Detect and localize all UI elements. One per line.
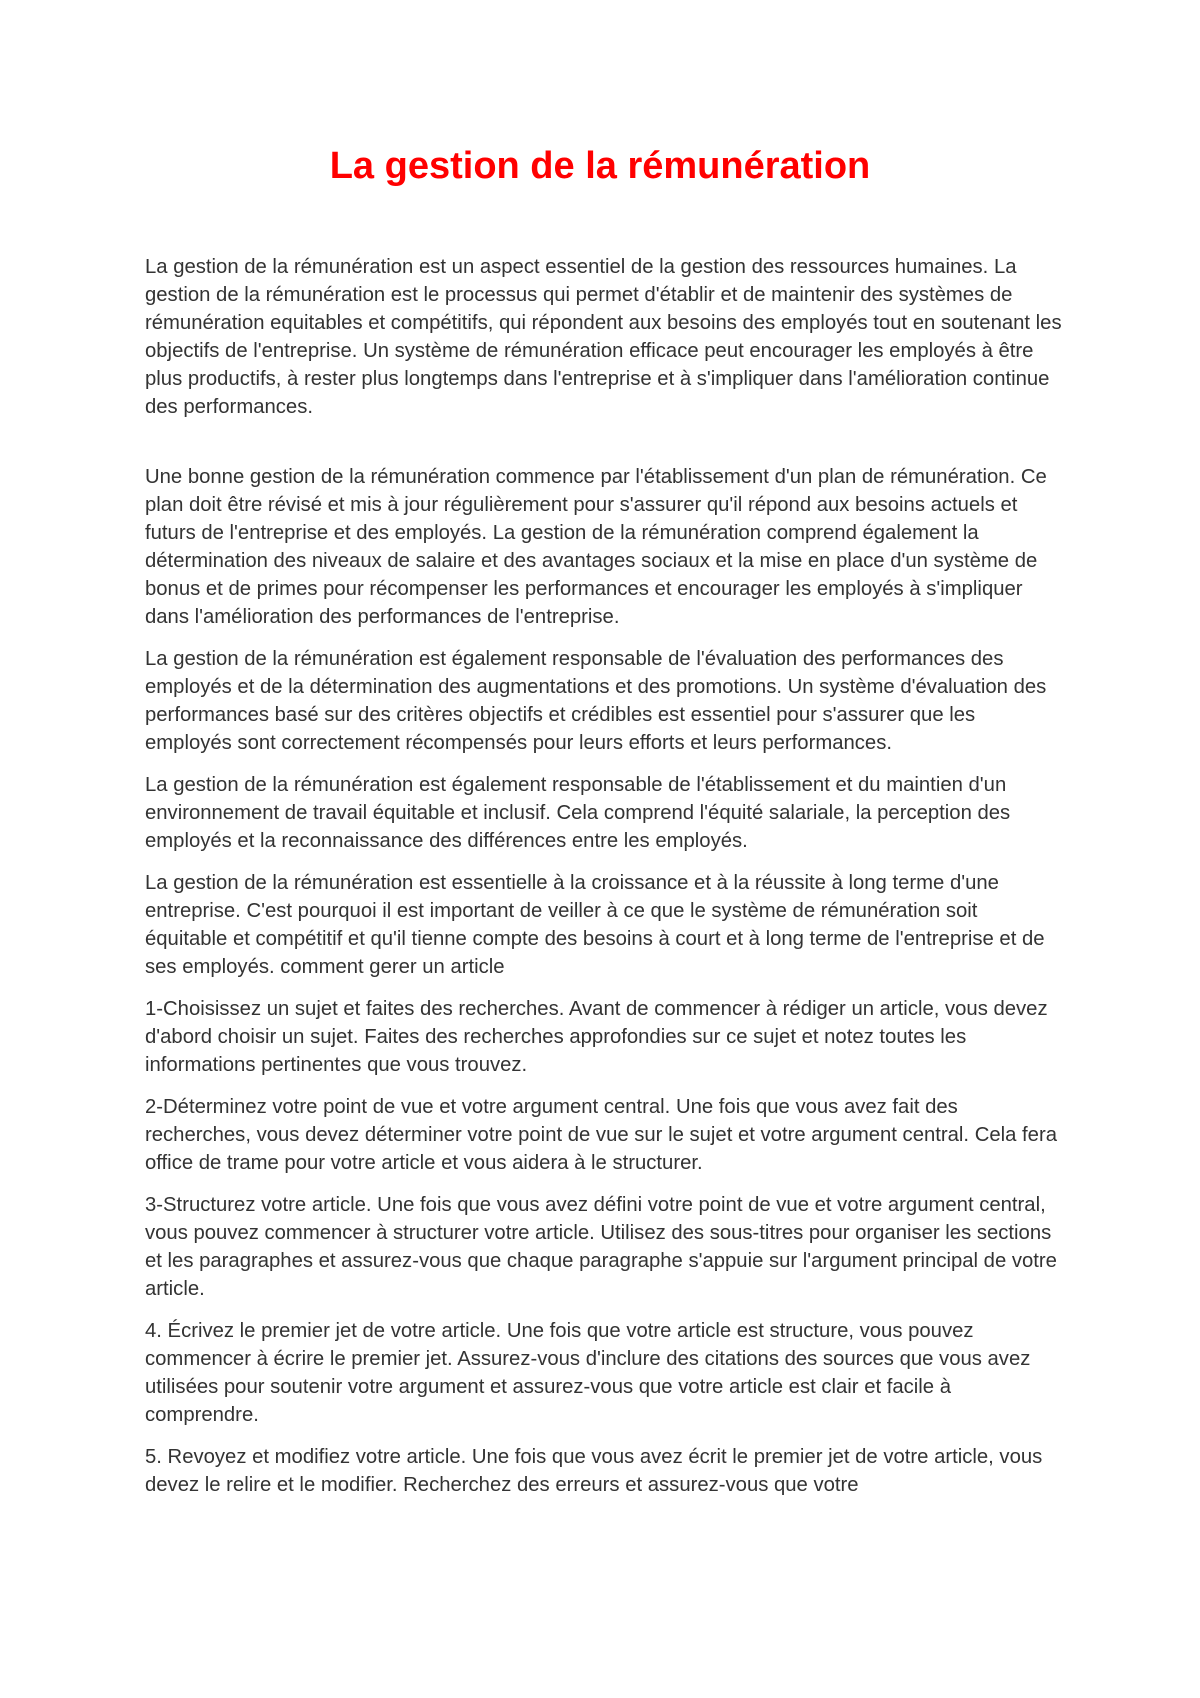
document-body [145,253,1065,1513]
paragraph-step-3: 3-Structurez votre article. Une fois que vous avez défini votre point de vue et votre argument central, vous pouvez commencer à structurer votre article. Utilisez des sous-titres pour organiser les sections et les paragraphes et assurez-vous que chaque paragraphe s'appuie sur l'argument principal de votre article. [145,1194,1057,1300]
paragraph-equity: La gestion de la rémunération est également responsable de l'établissement et du maintien d'un environnement de travail équitable et inclusif. Cela comprend l'équité salariale, la perception des employés et la reconnaissance des différences entre les employés. [145,774,1011,852]
paragraph-evaluation: La gestion de la rémunération est également responsable de l'évaluation des performances des employés et de la détermination des augmentations et des promotions. Un système d'évaluation des performances basé sur des critères objectifs et crédibles est essentiel pour s'assurer que les employés sont correctement récompensés pour leurs efforts et leurs performances. [145,648,1047,754]
paragraph-step-1: 1-Choisissez un sujet et faites des recherches. Avant de commencer à rédiger un article, vous devez d'abord choisir un sujet. Faites des recherches approfondies sur ce sujet et notez toutes les informations pertinentes que vous trouvez. [145,998,1048,1076]
paragraph-step-5: 5. Revoyez et modifiez votre article. Une fois que vous avez écrit le premier jet de votre article, vous devez le relire et le modifier. Recherchez des erreurs et assurez-vous que votre [145,1446,1043,1496]
document-title: La gestion de la rémunération [329,145,871,187]
paragraph-conclusion: La gestion de la rémunération est essentielle à la croissance et à la réussite à long terme d'une entreprise. C'est pourquoi il est important de veiller à ce que le système de rémunération soit équitable et compétitif et qu'il tienne compte des besoins à court et à long terme de l'entreprise et de ses employés. comment gerer un article [145,872,1045,978]
paragraph-plan: Une bonne gestion de la rémunération commence par l'établissement d'un plan de rémunération. Ce plan doit être révisé et mis à jour régulièrement pour s'assurer qu'il répond aux besoins actuels et futurs de l'entreprise et des employés. La gestion de la rémunération comprend également la détermination des niveaux de salaire et des avantages sociaux et la mise en place d'un système de bonus et de primes pour récompenser les performances et encourager les employés à s'impliquer dans l'amélioration des performances de l'entreprise. [145,466,1047,628]
paragraph-step-2: 2-Déterminez votre point de vue et votre argument central. Une fois que vous avez fait des recherches, vous devez déterminer votre point de vue sur le sujet et votre argument central. Cela fera office de trame pour votre article et vous aidera à le structurer. [145,1096,1057,1174]
paragraph-introduction: La gestion de la rémunération est un aspect essentiel de la gestion des ressources humaines. La gestion de la rémunération est le processus qui permet d'établir et de maintenir des systèmes de rémunération equitables et compétitifs, qui répondent aux besoins des employés tout en soutenant les objectifs de l'entreprise. Un système de rémunération efficace peut encourager les employés à être plus productifs, à rester plus longtemps dans l'entreprise et à s'impliquer dans l'amélioration continue des performances. [145,256,1062,418]
paragraph-step-4: 4. Écrivez le premier jet de votre article. Une fois que votre article est structure, vous pouvez commencer à écrire le premier jet. Assurez-vous d'inclure des citations des sources que vous avez utilisées pour soutenir votre argument et assurez-vous que votre article est clair et facile à comprendre. [145,1320,1031,1426]
